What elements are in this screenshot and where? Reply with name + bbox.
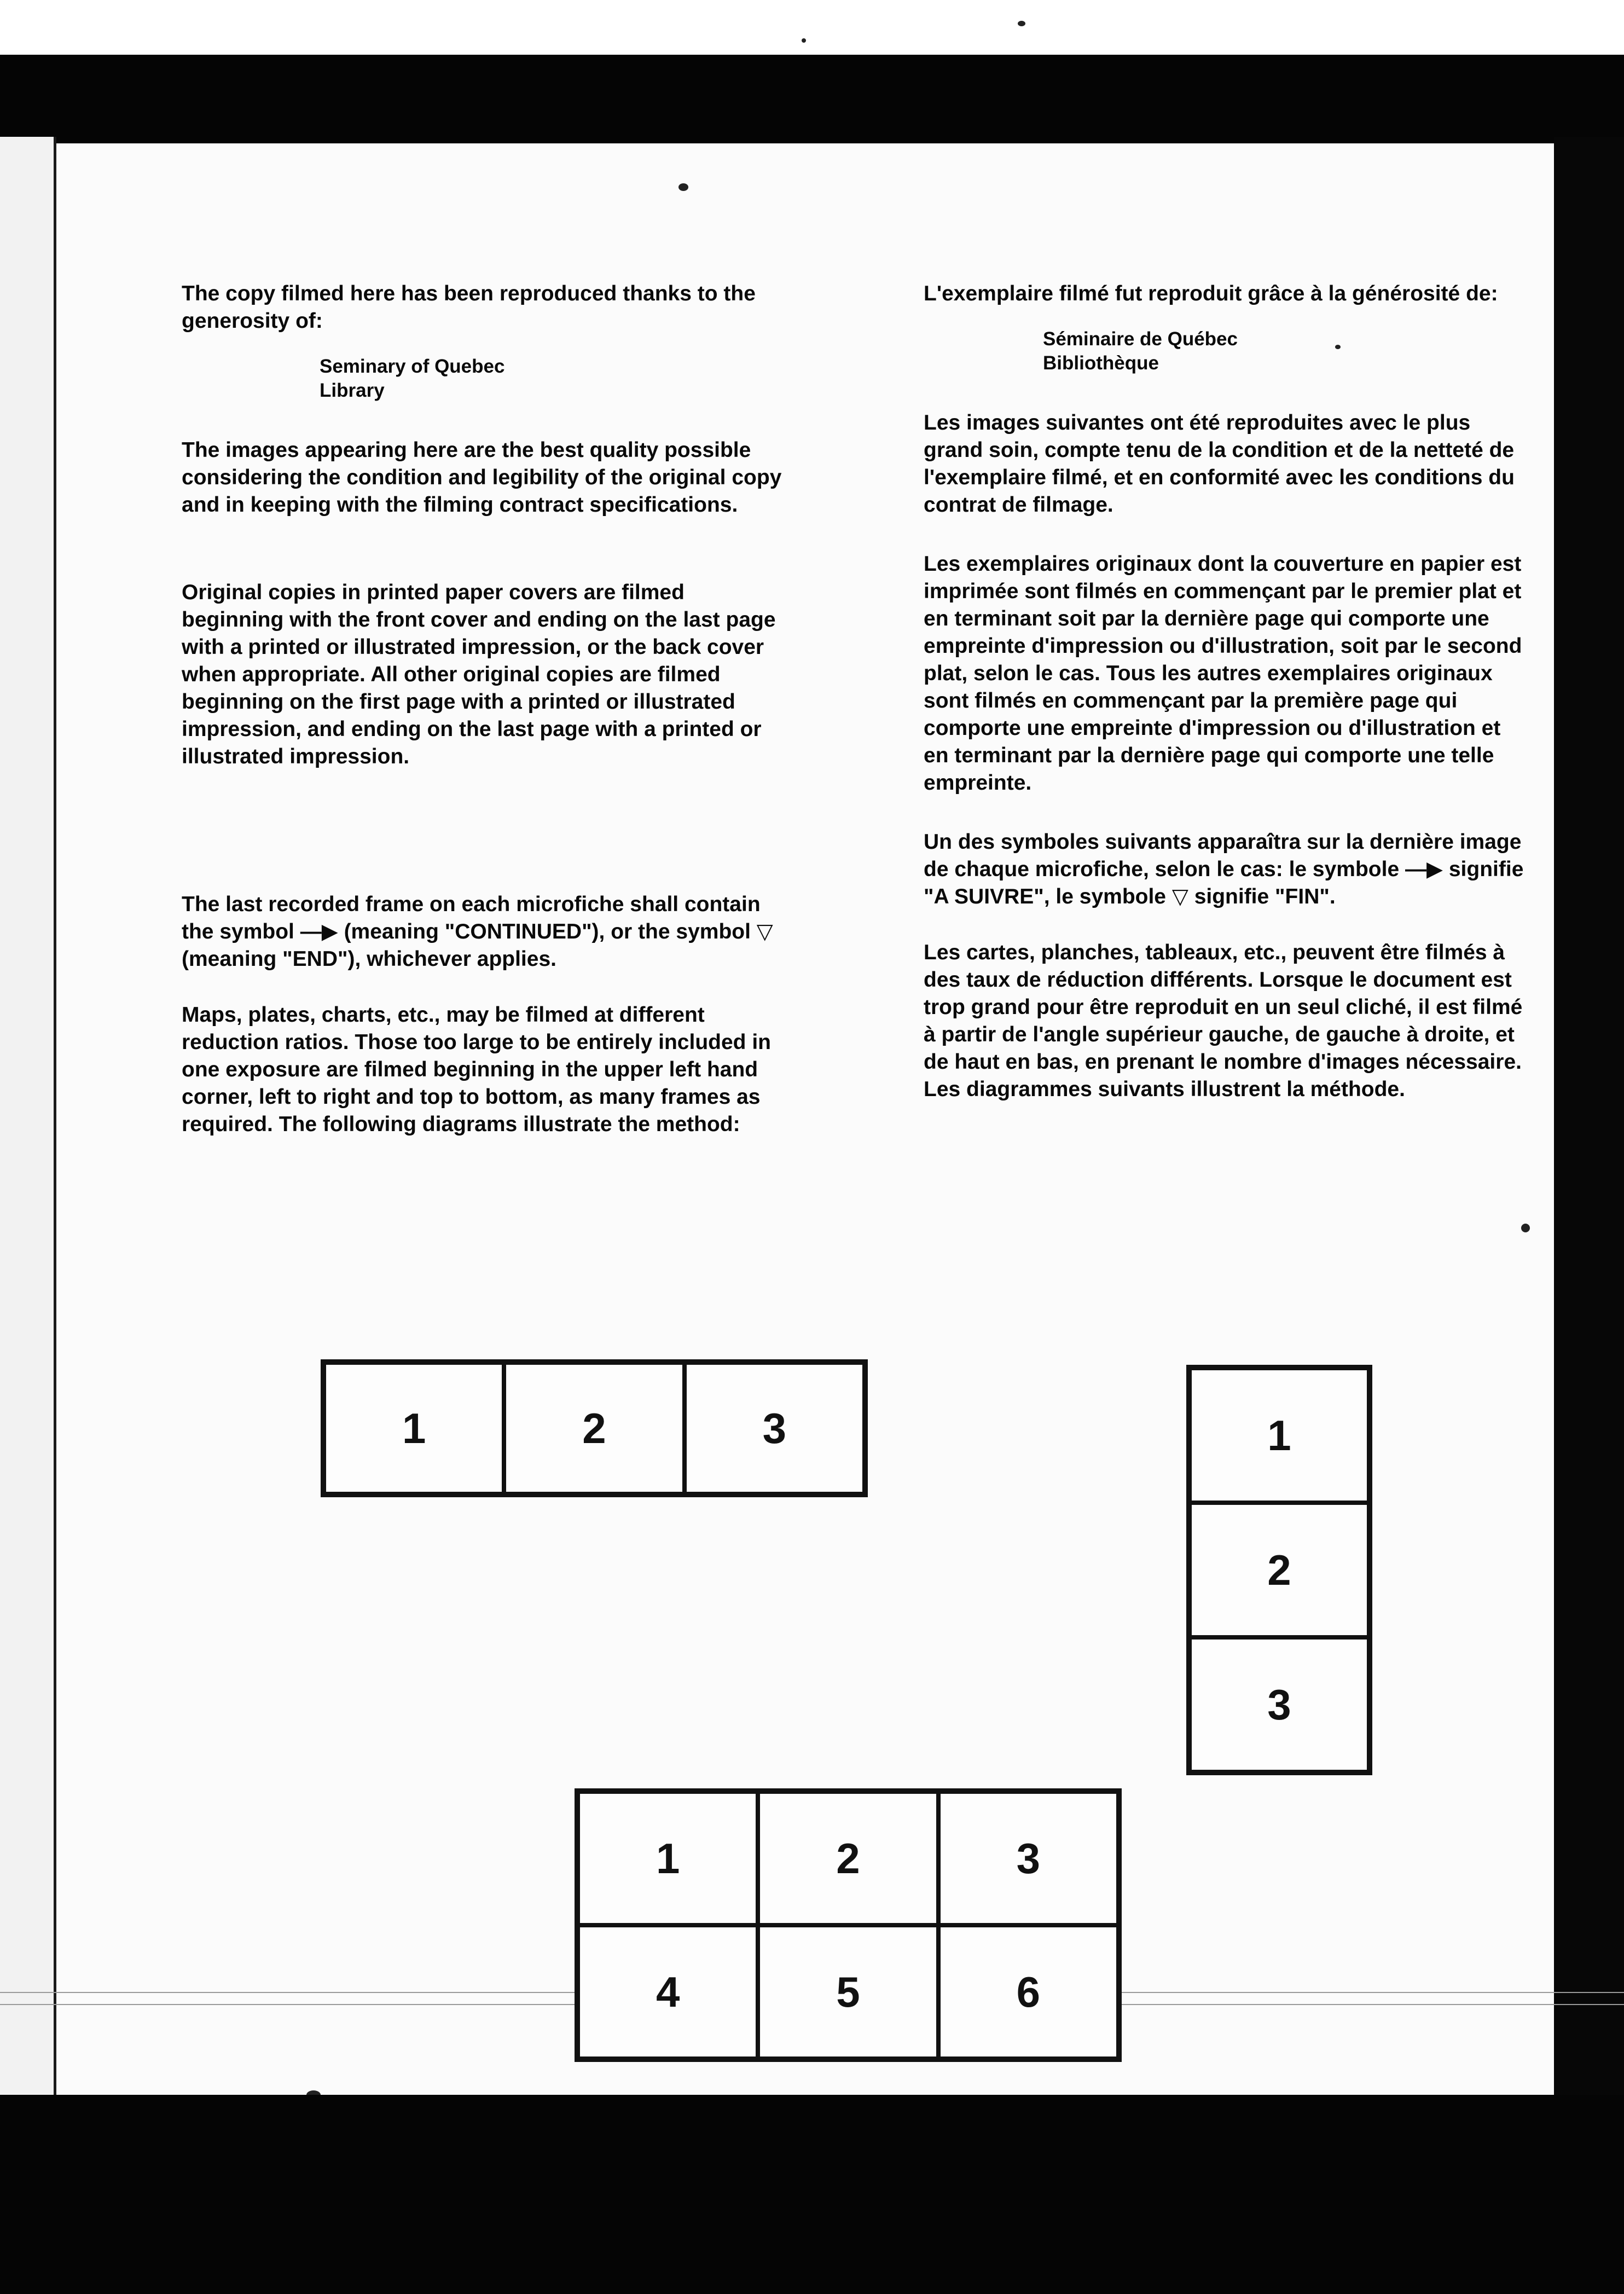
dust-speck: [1521, 1224, 1530, 1232]
symbols-text-a: The last recorded frame on each microfiche shall contain the symbol: [182, 893, 761, 943]
frame-cell: 2: [758, 1792, 938, 1925]
film-border-bottom: [0, 2095, 1624, 2294]
symbols-text-b: (meaning "CONTINUED"), or the symbol: [344, 920, 751, 943]
dust-speck: [802, 38, 806, 43]
film-border-right: [1554, 137, 1624, 2107]
intro-text-fr: L'exemplaire filmé fut reproduit grâce à la générosité de:: [924, 282, 1498, 305]
frame-cell: 1: [578, 1792, 758, 1925]
film-border-top: [0, 55, 1624, 148]
diagram-grid: [575, 1788, 1122, 2062]
symbols-text-c: (meaning "END"), whichever applies.: [182, 947, 556, 971]
credit-department: Library: [320, 380, 385, 401]
dust-speck: [678, 183, 688, 191]
frame-cell: 4: [578, 1925, 758, 2059]
credit-block-fr: [1043, 327, 1524, 375]
frame-cell: 2: [1190, 1503, 1369, 1637]
symbols-text-b-fr: signifie "A SUIVRE", le symbole: [924, 858, 1524, 908]
diagram-vertical: [1186, 1365, 1372, 1775]
frame-cell: 5: [758, 1925, 938, 2059]
symbols-text-c-fr: signifie "FIN".: [1194, 885, 1336, 908]
quality-paragraph-fr: Les images suivantes ont été reproduites avec le plus grand soin, compte tenu de la condition et de la netteté de l'exemplaire filmé, et en conformité avec les conditions du contrat de filmage.: [924, 411, 1515, 517]
english-column: [182, 280, 789, 1138]
filming-order-paragraph-fr: Les exemplaires originaux dont la couverture en papier est imprimée sont filmés en commençant par le premier plat et en terminant soit par la dernière page qui comporte une empreinte d'impression ou d'illustration, soit par le second plat, selon le cas. Tous les autres exemplaires originaux sont filmés en commençant par la première page qui comporte une empreinte d'impression ou d'illustration et en terminant par la dernière page qui comporte une telle empreinte.: [924, 552, 1522, 795]
symbols-paragraph: [182, 891, 789, 973]
intro-text: The copy filmed here has been reproduced thanks to the generosity of:: [182, 282, 756, 333]
frame-cell: 1: [324, 1363, 504, 1494]
end-triangle-icon: ▽: [1171, 885, 1188, 908]
film-border-left: [0, 137, 56, 2107]
frame-cell: 1: [1190, 1368, 1369, 1503]
symbols-text-a-fr: Un des symboles suivants apparaîtra sur la dernière image de chaque microfiche, selon le cas: le symbole: [924, 830, 1522, 881]
maps-paragraph: Maps, plates, charts, etc., may be filmed at different reduction ratios. Those too large to be entirely included in one exposure are filmed beginning in the upper left hand corner, left to right and top to bottom, as many frames as required. The following diagrams illustrate the method:: [182, 1003, 771, 1136]
quality-paragraph: The images appearing here are the best quality possible considering the condition and legibility of the original copy and in keeping with the filming contract specifications.: [182, 438, 782, 517]
credit-institution-fr: Séminaire de Québec: [1043, 328, 1238, 350]
credit-block: [320, 355, 789, 403]
credit-institution: Seminary of Quebec: [320, 356, 505, 377]
dust-speck: [1018, 21, 1025, 26]
frame-cell: 3: [685, 1363, 865, 1494]
french-column: [924, 280, 1524, 1103]
frame-cell: 2: [504, 1363, 684, 1494]
maps-paragraph-fr: Les cartes, planches, tableaux, etc., peuvent être filmés à des taux de réduction différents. Lorsque le document est trop grand pour être reproduit en un seul cliché, il est filmé à partir de l'angle supérieur gauche, de gauche à droite, et de haut en bas, en prenant le nombre d'images nécessaire. Les diagrammes suivants illustrent la méthode.: [924, 941, 1523, 1101]
continued-arrow-icon: —▶: [300, 920, 338, 943]
frame-cell: 3: [1190, 1637, 1369, 1772]
frame-cell: 3: [938, 1792, 1118, 1925]
symbols-paragraph-fr: [924, 829, 1524, 911]
end-triangle-icon: ▽: [756, 920, 773, 943]
frame-cell: 6: [938, 1925, 1118, 2059]
credit-department-fr: Bibliothèque: [1043, 352, 1159, 374]
diagram-horizontal: [321, 1359, 868, 1497]
filming-order-paragraph: Original copies in printed paper covers are filmed beginning with the front cover and ending on the last page with a printed or illustrated impression, or the back cover when appropriate. All other original copies are filmed beginning on the first page with a printed or illustrated impression, and ending on the last page with a printed or illustrated impression.: [182, 581, 776, 768]
continued-arrow-icon: —▶: [1405, 858, 1443, 881]
